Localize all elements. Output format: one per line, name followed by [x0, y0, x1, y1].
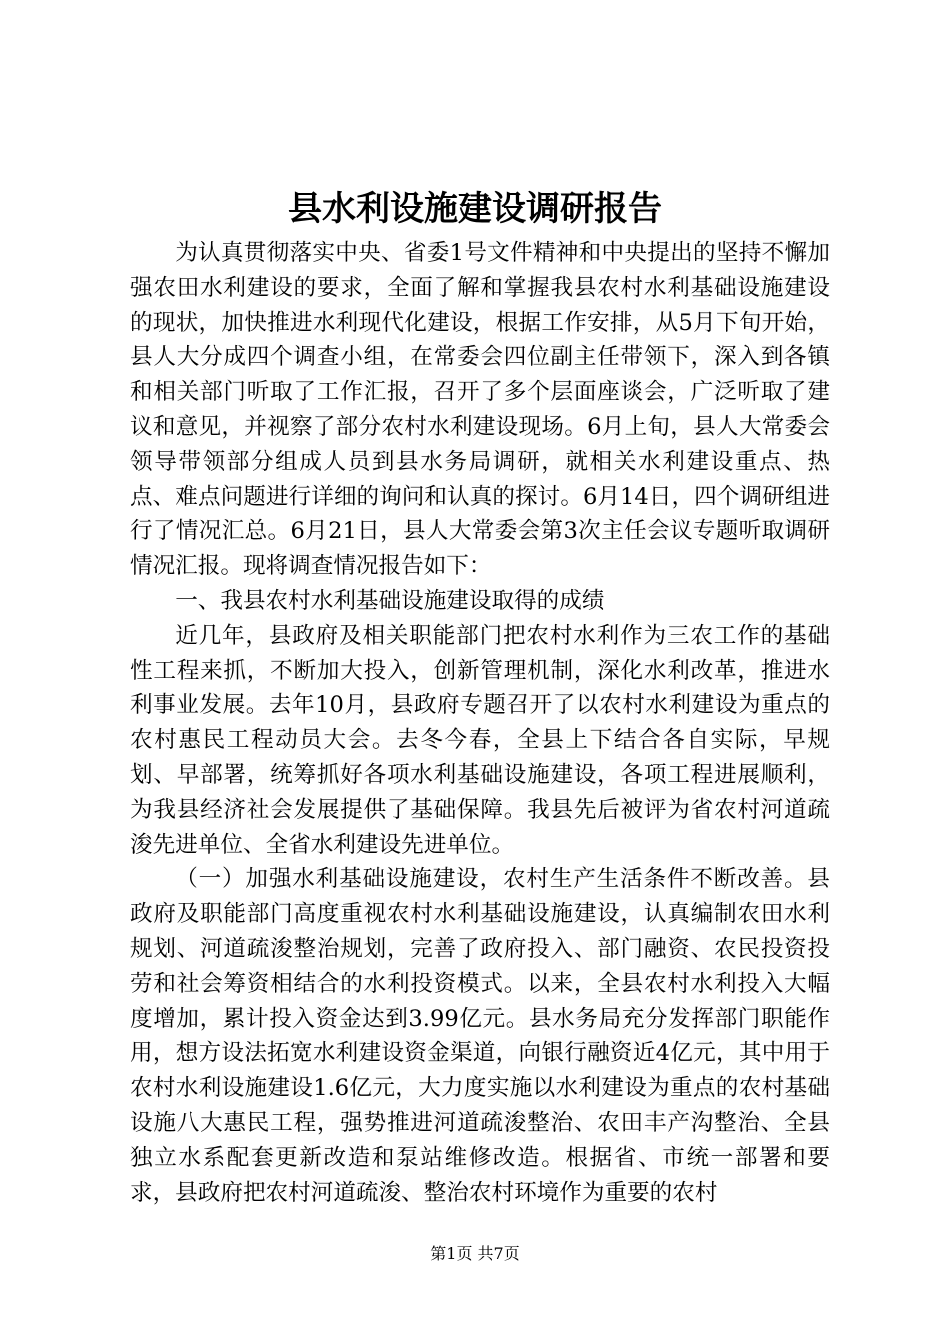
- document-title: 县水利设施建设调研报告: [288, 189, 662, 229]
- page-footer: [0, 1243, 950, 1265]
- page-number: 第1页: [430, 1244, 473, 1263]
- document-body: [130, 236, 830, 1210]
- page-total: 共7页: [477, 1244, 520, 1263]
- paragraph-intro: 为认真贯彻落实中央、省委1号文件精神和中央提出的坚持不懈加强农田水利建设的要求，全面了解和掌握我县农村水利基础设施建设的现状，加快推进水利现代化建设，根据工作安排，从5月下旬开始，县人大分成四个调查小组，在常委会四位副主任带领下，深入到各镇和相关部门听取了工作汇报，召开了多个层面座谈会，广泛听取了建议和意见，并视察了部分农村水利建设现场。6月上旬，县人大常委会领导带领部分组成人员到县水务局调研，就相关水利建设重点、热点、难点问题进行详细的询问和认真的探讨。6月14日，四个调研组进行了情况汇总。6月21日，县人大常委会第3次主任会议专题听取调研情况汇报。现将调查情况报告如下：: [130, 240, 830, 580]
- section-heading-1: 一、我县农村水利基础设施建设取得的成绩: [175, 587, 605, 614]
- paragraph-subsection-1: （一）加强水利基础设施建设，农村生产生活条件不断改善。县政府及职能部门高度重视农村水利基础设施建设，认真编制农田水利规划、河道疏浚整治规划，完善了政府投入、部门融资、农民投资投劳和社会筹资相结合的水利投资模式。以来，全县农村水利投入大幅度增加，累计投入资金达到3.99亿元。县水务局充分发挥部门职能作用，想方设法拓宽水利建设资金渠道，向银行融资近4亿元，其中用于农村水利设施建设1.6亿元，大力度实施以水利建设为重点的农村基础设施八大惠民工程，强势推进河道疏浚整治、农田丰产沟整治、全县独立水系配套更新改造和泵站维修改造。根据省、市统一部署和要求，县政府把农村河道疏浚、整治农村环境作为重要的农村: [130, 866, 830, 1206]
- paragraph-achievements: 近几年，县政府及相关职能部门把农村水利作为三农工作的基础性工程来抓，不断加大投入，创新管理机制，深化水利改革，推进水利事业发展。去年10月，县政府专题召开了以农村水利建设为重点的农村惠民工程动员大会。去冬今春，全县上下结合各自实际，早规划、早部署，统筹抓好各项水利基础设施建设，各项工程进展顺利，为我县经济社会发展提供了基础保障。我县先后被评为省农村河道疏浚先进单位、全省水利建设先进单位。: [130, 622, 830, 858]
